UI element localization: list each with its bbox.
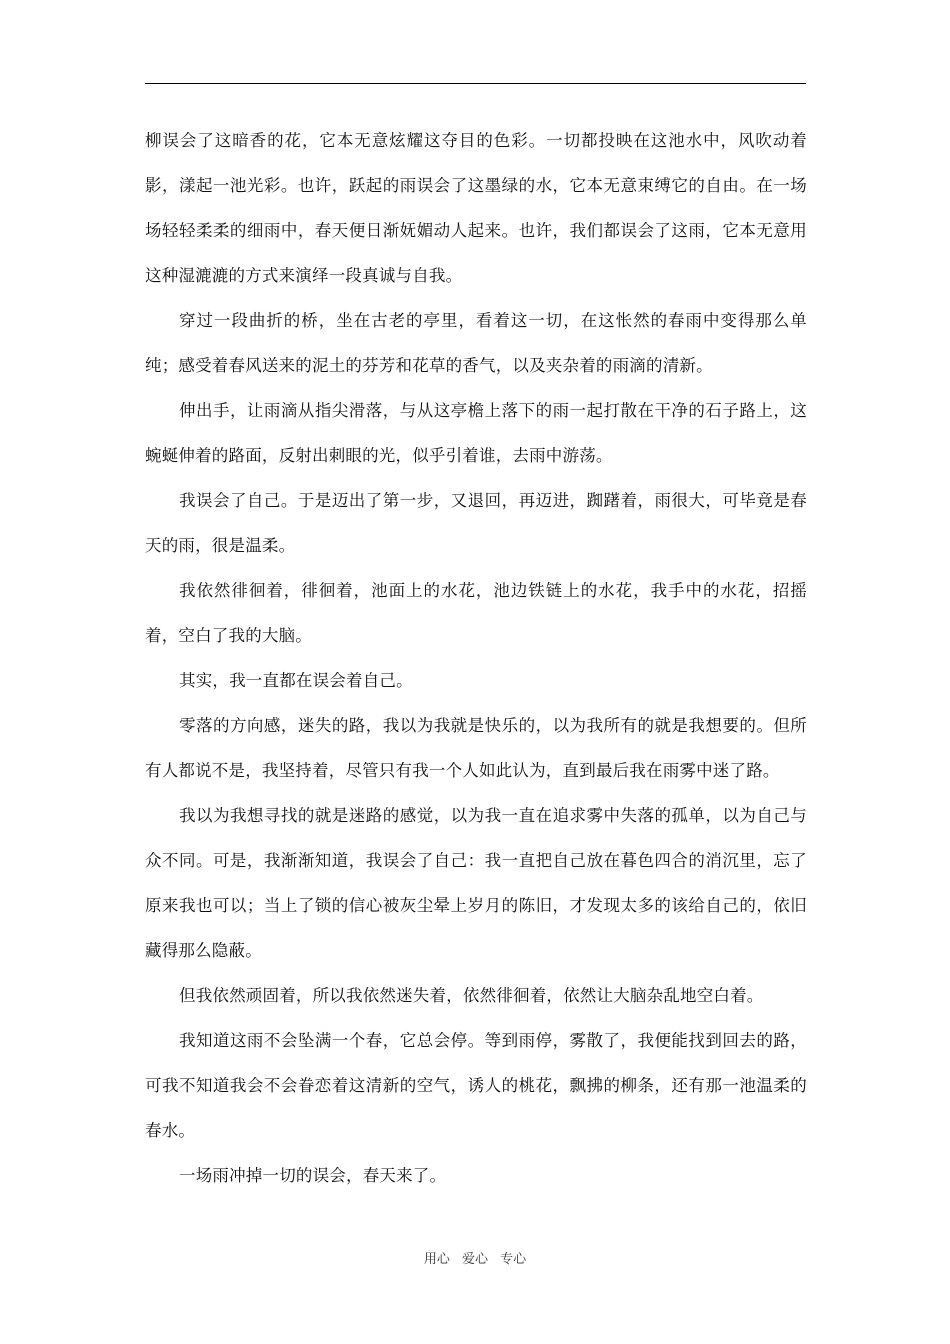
paragraph: 其实，我一直都在误会着自己。 [179, 671, 413, 690]
paragraph: 一场雨冲掉一切的误会，春天来了。 [179, 1166, 447, 1185]
page-footer: 用心 爱心 专心 [423, 1252, 527, 1267]
paragraph: 穿过一段曲折的桥，坐在古老的亭里，看着这一切，在这怅然的春雨中变得那么单纯；感受着春风送来的泥土的芬芳和花草的香气，以及夹杂着的雨滴的清新。 [145, 311, 807, 375]
paragraph: 我误会了自己。于是迈出了第一步，又退回，再迈进，踟躇着，雨很大，可毕竟是春天的雨，很是温柔。 [145, 491, 807, 555]
paragraph: 我依然徘徊着，徘徊着，池面上的水花，池边铁链上的水花，我手中的水花，招摇着，空白了我的大脑。 [145, 581, 807, 645]
paragraph: 零落的方向感，迷失的路，我以为我就是快乐的，以为我所有的就是我想要的。但所有人都说不是，我坚持着，尽管只有我一个人如此认为，直到最后我在雨雾中迷了路。 [145, 716, 807, 780]
document-body [145, 118, 807, 1198]
paragraph: 柳误会了这暗香的花，它本无意炫耀这夺目的色彩。一切都投映在这池水中，风吹动着影，漾起一池光彩。也许，跃起的雨误会了这墨绿的水，它本无意束缚它的自由。在一场场轻轻柔柔的细雨中，春天便日渐妩媚动人起来。也许，我们都误会了这雨，它本无意用这种湿漉漉的方式来演绎一段真诚与自我。 [145, 131, 807, 285]
header-rule [145, 83, 806, 84]
paragraph: 伸出手，让雨滴从指尖滑落，与从这亭檐上落下的雨一起打散在干净的石子路上，这蜿蜒伸着的路面，反射出刺眼的光，似乎引着谁，去雨中游荡。 [145, 401, 807, 465]
paragraph: 但我依然顽固着，所以我依然迷失着，依然徘徊着，依然让大脑杂乱地空白着。 [179, 986, 764, 1005]
paragraph: 我以为我想寻找的就是迷路的感觉，以为我一直在追求雾中失落的孤单，以为自己与众不同。可是，我渐渐知道，我误会了自己：我一直把自己放在暮色四合的消沉里，忘了原来我也可以；当上了锁的信心被灰尘晕上岁月的陈旧，才发现太多的该给自己的，依旧藏得那么隐蔽。 [145, 806, 807, 960]
paragraph: 我知道这雨不会坠满一个春，它总会停。等到雨停，雾散了，我便能找到回去的路，可我不知道我会不会眷恋着这清新的空气，诱人的桃花，飘拂的柳条，还有那一池温柔的春水。 [145, 1031, 807, 1140]
